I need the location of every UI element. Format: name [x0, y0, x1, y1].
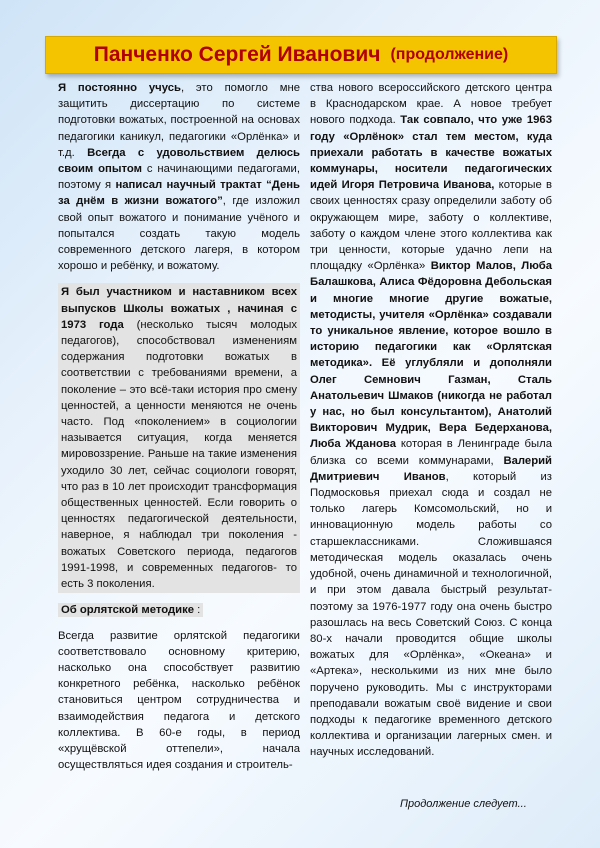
bold-run-3: Виктор Малов, Люба Балашкова, Алиса Фёдоровна Дебольская и многие многие другие вожатые, методисты, учителя «Орлёнка» создавали то уникальное явление, которое вошло в историю педагогики как «Орлятская методика». Её углубляли и дополняли Олег Семнович Газман, Сталь Анатольевич Шмаков (никогда не работал у нас, но был консультантом), Анатолий Викторович Мудрик, Вера Бедерханова, Люба Жданова — [310, 260, 552, 451]
paragraph-orlyonok-history — [310, 80, 552, 761]
continued-note: Продолжение следует... — [400, 798, 527, 810]
highlighted-paragraph — [58, 283, 300, 593]
text-run-5: , где изложил свой опыт вожатого и понимание учёного и попытался создать такую модель современного детского лагеря, в котором хорошо и ребёнку, и вожатому. — [58, 195, 300, 273]
text-run-4: которая в Ленинграде была близка со всеми коммунарами, — [310, 438, 552, 467]
left-column — [58, 80, 300, 773]
page-title: Панченко Сергей Иванович — [93, 43, 381, 66]
bold-run-0: Я был участником и наставником всех выпусков Школы вожатых , начиная с 1973 года — [61, 286, 297, 331]
methodology-heading-line — [58, 602, 300, 618]
text-run-3: с начинающими педагогами, поэтому я — [58, 163, 300, 192]
continuation-label: (продолжение) — [390, 46, 509, 63]
title-banner — [45, 36, 557, 74]
paragraph-learning — [58, 80, 300, 274]
bold-run-1: Так совпало, что уже 1963 году «Орлёнок» стал тем местом, куда приехали работать в качестве вожатых коммунары, носители педагогических идей Игоря Петровича Иванова, — [310, 114, 552, 192]
heading-suffix: : — [194, 604, 201, 617]
text-run-1: , это помогло мне защитить диссертацию по системе подготовки вожатых, построенной на основах педагогики каникул, педагогики «Орлёнка» и т.д. — [58, 82, 300, 159]
paragraph-school-of-counselors — [58, 283, 300, 593]
text-run-0: ства нового всероссийского детского центра в Краснодарском крае. А новое требует нового подхода. — [310, 82, 552, 127]
text-run-6: , который из Подмосковья приехал сюда и создал не только лагерь Комсомольский, но и инновационную модель работы со старшеклассниками. Сложившаяся методическая модель оказалась очень удобной, очень динамичной и технологичной, и при этом давала быстрый результат- поэтому за 1976-1977 году она очень быстро разошлась на весь Советский Союз. С конца 80-х начали проводится общие школы вожатых для «Орлёнка», «Океана» и «Артека», несколькими из них мне было поручено руководить. Мы с инструкторами преподавали вожатым своё видение и свои подходы к педагогике временного детского коллектива и организации лагерных смен. и научных исследований. — [310, 470, 552, 759]
right-column — [310, 80, 552, 761]
methodology-heading: Об орлятской методике — [61, 604, 195, 617]
text-run-0: Всегда развитие орлятской педагогики соответствовало основному критерию, насколько она способствует развитию конкретного ребёнка, насколько ребёнок становиться центром сотрудничества и взаимодействия педагога и детского коллектива. В 60-е годы, в период «хрущёвской оттепели», начала осуществляться идея создания и строитель- — [58, 629, 300, 772]
text-run-1: (несколько тысяч молодых педагогов), способствовал изменениям содержания подготовки вожатых в соответствии с требованиями времени, а поколение – это всё-таки история про смену ценностей, а ценности меняются не очень часто. Под «поколением» в социологии называется ситуация, когда меняется мировоззрение. Раньше на такие изменения уходило 30 лет, сейчас социологи говорят, что раз в 10 лет происходит трансформация общественных ценностей. Если говорить о ценностях педагогической деятельности, наверное, я наблюдал три поколения - вожатых Советского периода, педагогов 1991-1998, и современных педагогов- то есть 3 поколения. — [61, 318, 297, 591]
paragraph-methodology — [58, 628, 300, 774]
bold-run-2: Всегда с удовольствием делюсь своим опытом — [58, 146, 300, 176]
bold-run-4: написал научный трактат “День за днём в жизни вожатого” — [58, 179, 300, 208]
bold-run-0: Я постоянно учусь — [58, 82, 181, 94]
methodology-heading-box — [58, 603, 203, 617]
bold-run-5: Валерий Дмитриевич Иванов — [310, 454, 552, 483]
text-run-2: которые в своих ценностях сразу определили заботу об окружающем мире, заботу о коллективе, заботу о каждом члене этого коллектива как три ценности, которые удачно лепи на площадку «Орлёнка» — [310, 179, 553, 273]
